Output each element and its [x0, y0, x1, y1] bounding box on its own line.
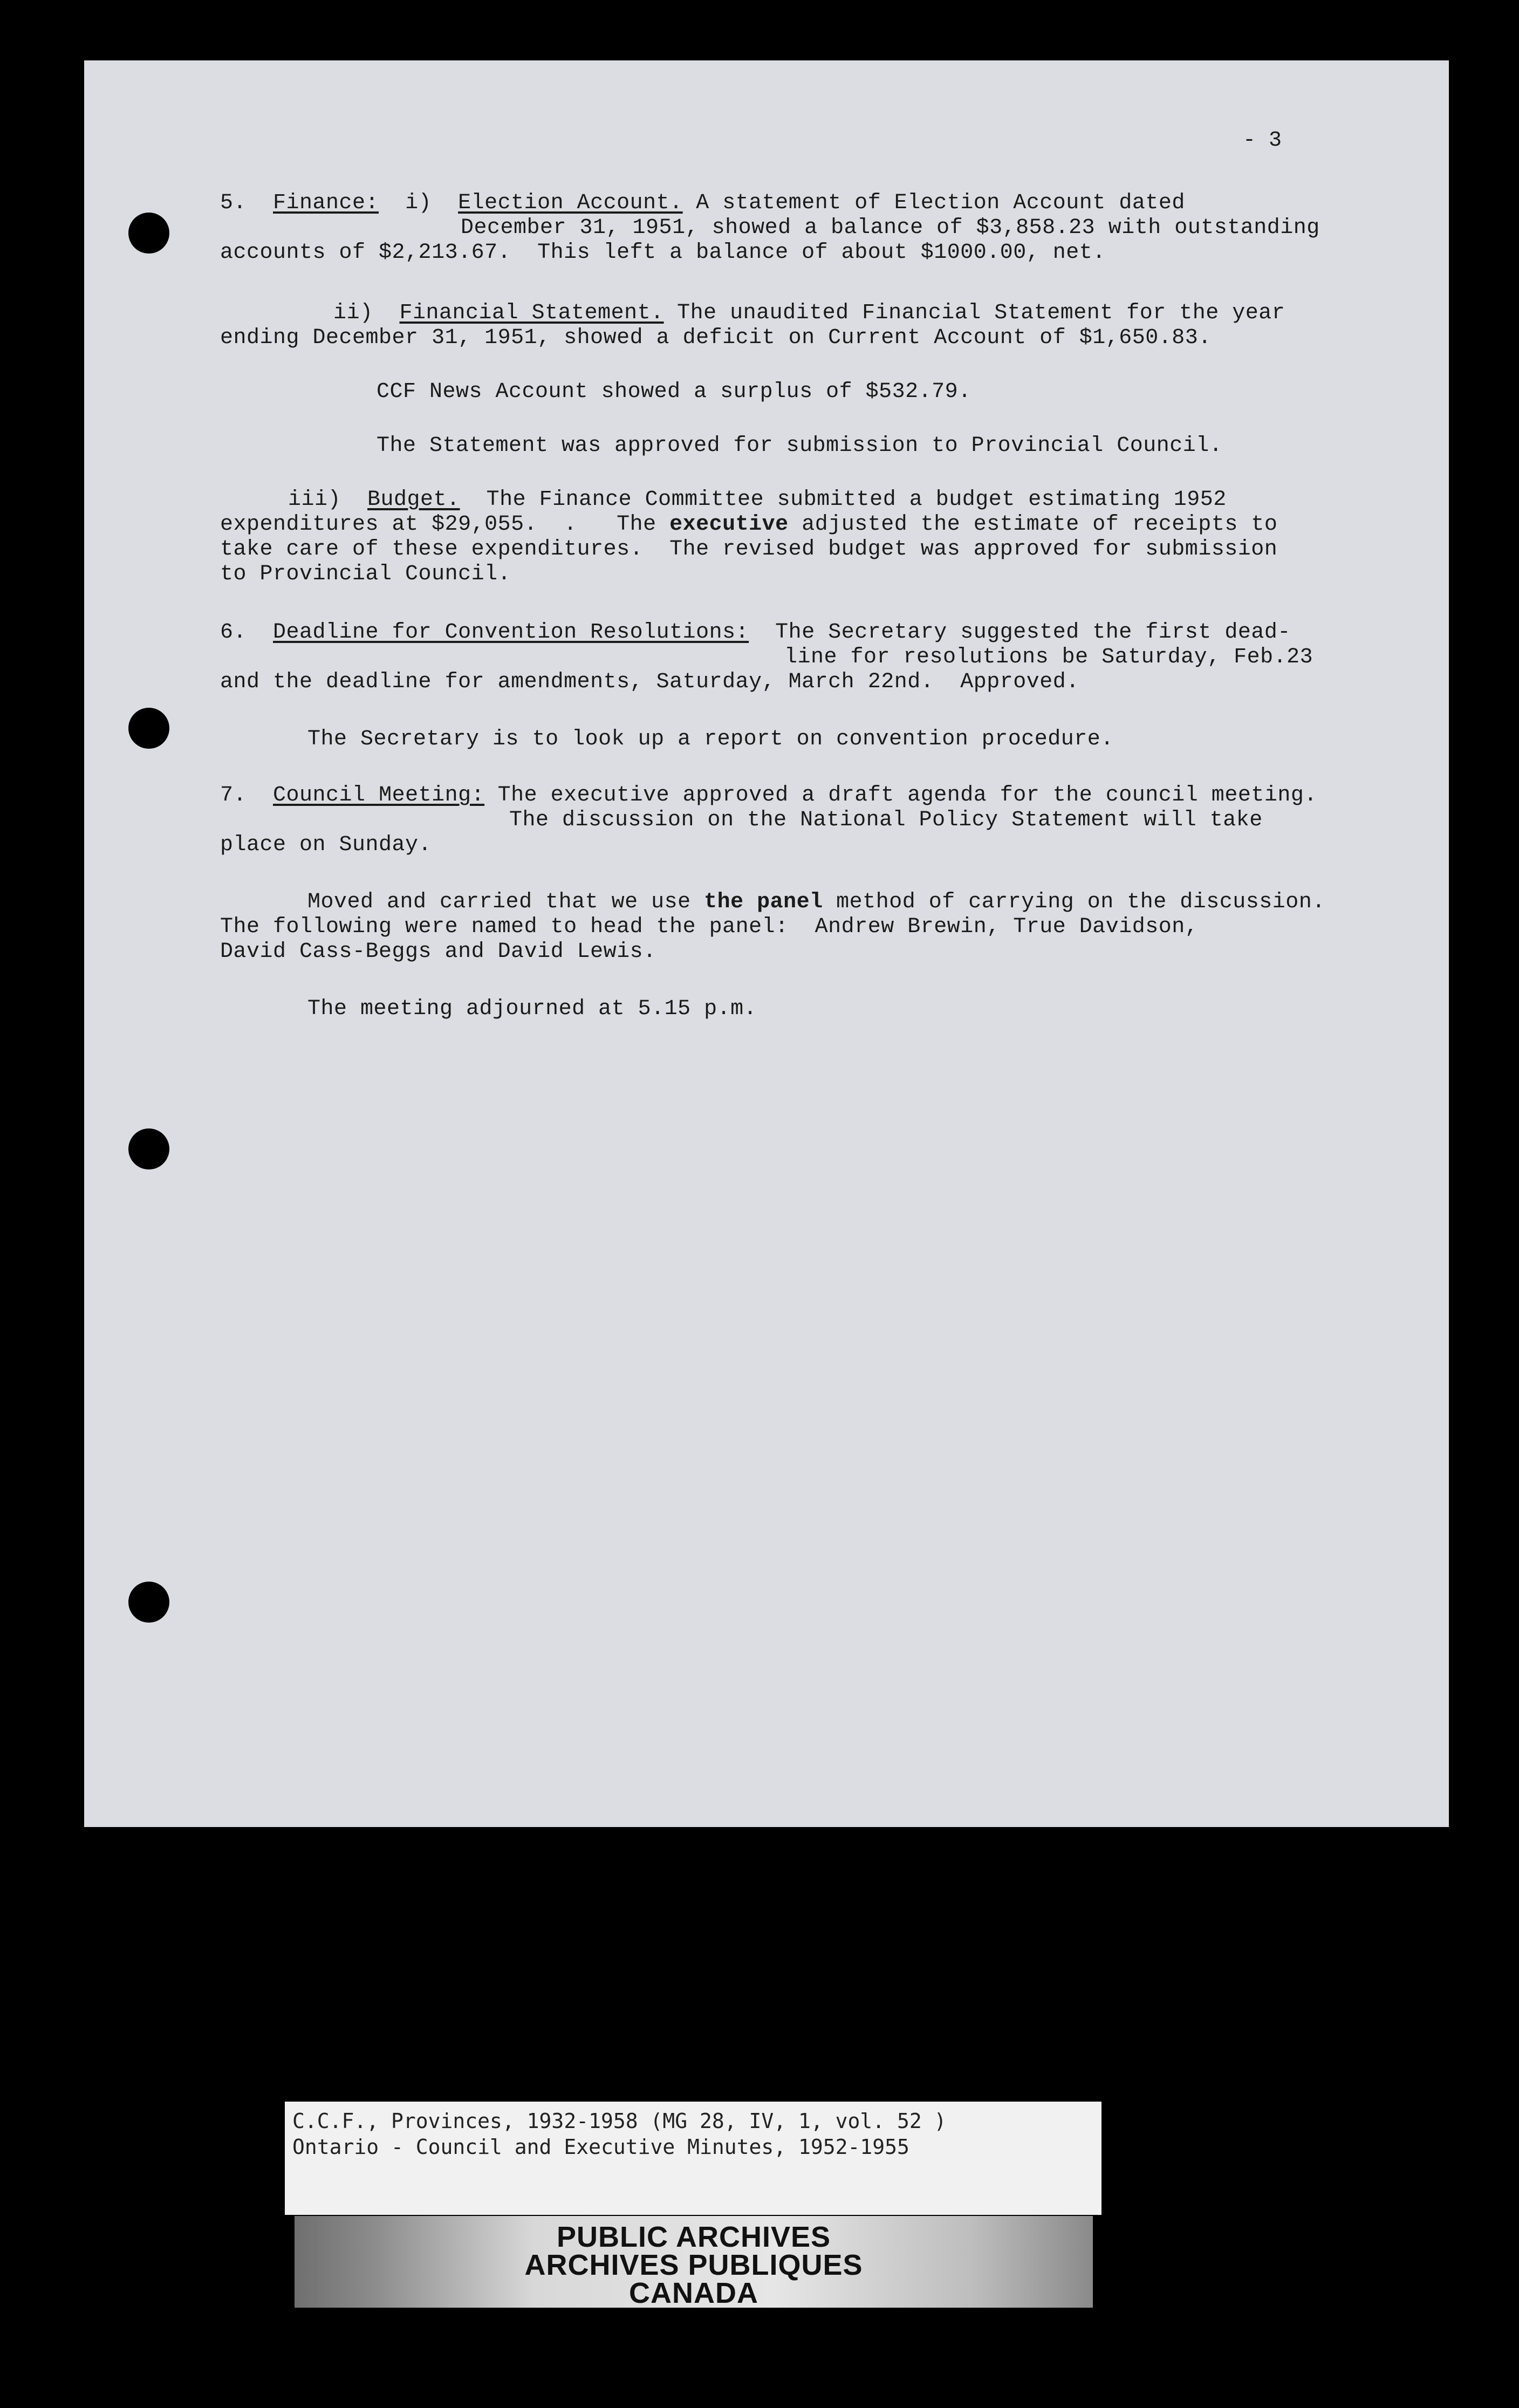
document-page	[84, 60, 1449, 1827]
motion-line-2: The following were named to head the panel: Andrew Brewin, True Davidson,	[220, 915, 1199, 939]
item-label: iii)	[288, 488, 341, 512]
section-5-iii-line-4: to Provincial Council.	[220, 562, 511, 586]
stamp-line-3: CANADA	[629, 2277, 758, 2304]
section-5-line-3: accounts of $2,213.67. This left a balance of about $1000.00, net.	[220, 241, 1106, 265]
stamp-line-2: ARCHIVES PUBLIQUES	[524, 2249, 863, 2281]
section-5-ii-line-1: ii) Financial Statement. The unaudited Financial Statement for the year	[333, 301, 1285, 325]
public-archives-stamp	[295, 2216, 1093, 2308]
statement-approved: The Statement was approved for submission to Provincial Council.	[377, 434, 1223, 458]
section-6-line-2: line for resolutions be Saturday, Feb.23	[784, 645, 1313, 669]
section-5-line-2: December 31, 1951, showed a balance of $3,858.23 with outstanding	[461, 216, 1320, 240]
section-6-line-4: The Secretary is to look up a report on convention procedure.	[307, 727, 1114, 751]
section-number: 6.	[220, 620, 247, 645]
page-number: - 3	[1243, 128, 1282, 153]
section-number: 7.	[220, 783, 247, 808]
section-heading: Council Meeting:	[273, 783, 485, 808]
section-5-iii-line-1: iii) Budget. The Finance Committee submitted a budget estimating 1952	[288, 488, 1227, 512]
motion-line-1: Moved and carried that we use the panel method of carrying on the discussion.	[307, 890, 1325, 914]
item-label: i)	[405, 191, 432, 215]
punch-hole	[128, 1128, 169, 1169]
item-title: Budget.	[367, 488, 460, 512]
punch-hole	[128, 213, 169, 254]
item-title: Election Account.	[458, 191, 683, 215]
meeting-adjourned: The meeting adjourned at 5.15 p.m.	[307, 997, 757, 1021]
section-7-line-3: place on Sunday.	[220, 833, 432, 857]
section-6-line-3: and the deadline for amendments, Saturday, March 22nd. Approved.	[220, 670, 1079, 694]
section-5-line-1: 5. Finance: i) Election Account. A statement of Election Account dated	[220, 191, 1185, 215]
section-5-ii-line-2: ending December 31, 1951, showed a deficit on Current Account of $1,650.83.	[220, 326, 1212, 350]
item-label: ii)	[333, 301, 373, 325]
punch-hole	[128, 708, 169, 749]
section-5-iii-line-3: take care of these expenditures. The revised budget was approved for submission	[220, 537, 1278, 562]
section-number: 5.	[220, 191, 247, 215]
label-line-2: Ontario - Council and Executive Minutes, 1952-1955	[292, 2135, 909, 2159]
section-heading: Deadline for Convention Resolutions:	[273, 620, 749, 645]
ccf-news-account: CCF News Account showed a surplus of $532.79.	[377, 380, 971, 404]
section-heading: Finance:	[273, 191, 379, 215]
label-line-1: C.C.F., Provinces, 1932-1958 (MG 28, IV, 1, vol. 52 )	[292, 2109, 947, 2133]
section-7-line-2: The discussion on the National Policy Statement will take	[509, 808, 1263, 832]
section-7-line-1: 7. Council Meeting: The executive approved a draft agenda for the council meeting.	[220, 783, 1317, 808]
motion-line-3: David Cass-Beggs and David Lewis.	[220, 940, 656, 964]
punch-hole	[128, 1582, 169, 1623]
section-5-iii-line-2: expenditures at $29,055. . The executive adjusted the estimate of receipts to	[220, 512, 1278, 537]
item-title: Financial Statement.	[399, 301, 664, 325]
archival-label	[285, 2102, 1101, 2215]
section-6-line-1: 6. Deadline for Convention Resolutions: The Secretary suggested the first dead-	[220, 620, 1291, 645]
stamp-line-1: PUBLIC ARCHIVES	[556, 2221, 831, 2253]
